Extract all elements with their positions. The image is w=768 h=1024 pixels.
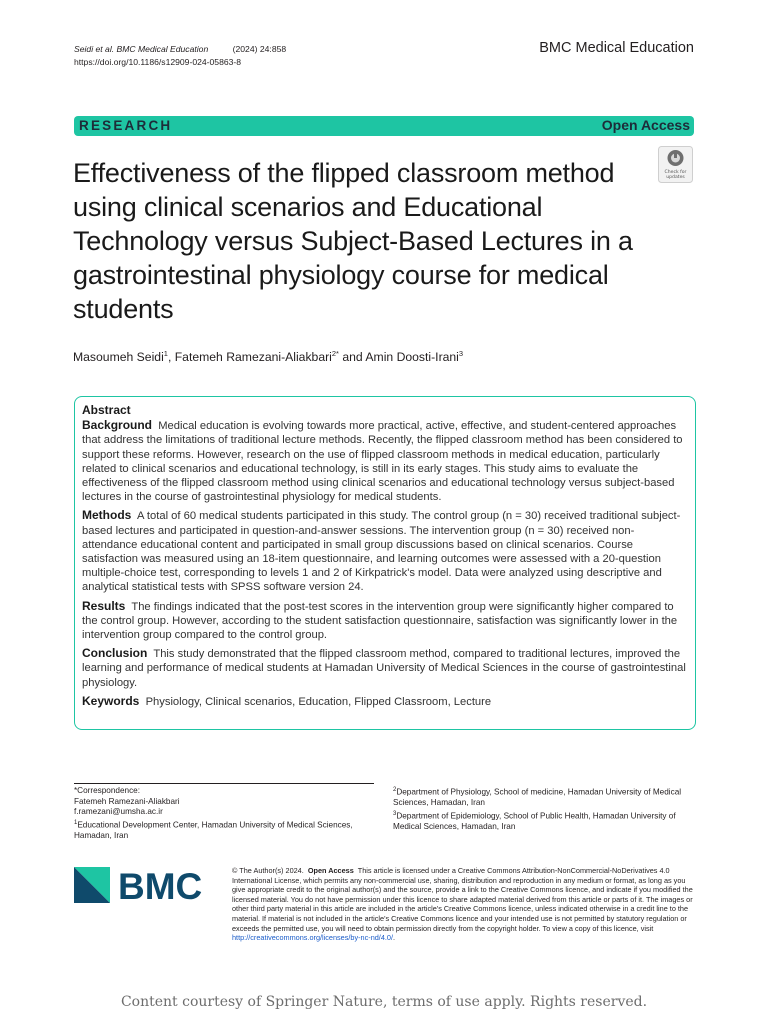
license-link[interactable]: http://creativecommons.org/licenses/by-nc-nd/4.0/: [232, 933, 394, 943]
affiliation-text: Department of Epidemiology, School of Public Health, Hamadan University of Medical Sciences, Hamadan, Iran: [393, 811, 676, 832]
page-footer: Content courtesy of Springer Nature, terms of use apply. Rights reserved.: [120, 994, 648, 1010]
affiliation-text: Educational Development Center, Hamadan University of Medical Sciences, Hamadan, Iran: [74, 820, 353, 841]
abstract-background: [82, 418, 688, 504]
author-name[interactable]: Amin Doosti-Irani: [365, 350, 459, 365]
author-list: [73, 349, 463, 364]
conclusion-text: This study demonstrated that the flipped classroom method, compared to traditional lectures, improved the learning and performance of medical students at Hamadan University of Medical Sciences in the course of gastrointestinal physiology.: [82, 648, 686, 689]
footnote-divider: [74, 783, 374, 784]
results-text: The findings indicated that the post-test scores in the intervention group were significantly higher compared to the control group. However, according to the student satisfaction questionnaire, satisfaction was significantly lower in the intervention group compared to the control group.: [82, 600, 678, 642]
doi-link[interactable]: https://doi.org/10.1186/s12909-024-05863-8: [74, 57, 242, 67]
article-title: [73, 156, 653, 326]
check-for-updates-line2: updates: [666, 175, 685, 180]
author-name[interactable]: Fatemeh Ramezani-Aliakbari: [174, 350, 332, 365]
bmc-logo-text: BMC: [118, 866, 203, 905]
conclusion-label: Conclusion: [82, 646, 148, 661]
affiliation-number: 2: [393, 787, 397, 793]
title-line: using clinical scenarios and Educational: [73, 192, 543, 222]
correspondence-name: Fatemeh Ramezani-Aliakbari: [74, 796, 180, 806]
open-access-label: Open Access: [601, 117, 690, 133]
license-text: This article is licensed under a Creative Commons Attribution-NonCommercial-NoDerivatives 4.0 International License, which permits any non-commercial use, sharing, distribution and reproduction in any medium or format, as long as you give appropriate credit to the original author(s) and the source, provide a link to the Creative Commons licence, and indicate if you modified the licensed material. You do not have permission under this licence to share adapted material derived from this article or parts of it. The images or other third party material in this article are included in the article's Creative Commons licence, unless indicated otherwise in a credit line to the material. If material is not included in the article's Creative Commons licence and your intended use is not permitted by statutory regulation or exceeds the permitted use, you will need to obtain permission directly from the copyright holder. To view a copy of this licence, visit: [232, 866, 693, 933]
citation-header: [74, 43, 286, 69]
abstract-methods: [82, 508, 688, 594]
methods-label: Methods: [82, 508, 132, 523]
journal-name: BMC Medical Education: [539, 40, 694, 56]
section-label: RESEARCH: [79, 118, 173, 133]
citation-journal: BMC Medical Education: [116, 44, 209, 54]
abstract-heading: Abstract: [82, 403, 131, 417]
correspondence-label: *Correspondence:: [74, 786, 140, 795]
license-statement: [232, 866, 694, 943]
bmc-logo: [74, 865, 214, 905]
affiliation-footnotes: [393, 785, 693, 833]
author-affiliation-mark: 1: [163, 349, 168, 358]
author-affiliation-mark: 2*: [331, 349, 339, 358]
abstract-box: [74, 396, 696, 730]
license-open-access: Open Access: [307, 866, 354, 875]
affiliation-2: [393, 785, 693, 809]
title-line: gastrointestinal physiology course for medical: [73, 260, 609, 290]
correspondence-email[interactable]: f.ramezani@umsha.ac.ir: [74, 807, 163, 817]
check-for-updates-line1: Check for: [664, 170, 687, 175]
correspondence-footnote: [74, 786, 374, 842]
title-line: Technology versus Subject-Based Lectures in a: [73, 226, 633, 256]
title-line: students: [73, 294, 174, 324]
check-for-updates-icon: [658, 146, 693, 183]
citation-year-page: (2024) 24:858: [232, 44, 287, 54]
author-name[interactable]: Masoumeh Seidi: [73, 350, 164, 365]
author-affiliation-mark: 3: [458, 349, 464, 358]
author-separator: and: [338, 350, 366, 365]
abstract-conclusion: [82, 646, 688, 690]
check-for-updates-badge[interactable]: [658, 146, 693, 183]
keywords-label: Keywords: [82, 693, 140, 708]
affiliation-text: Department of Physiology, School of medicine, Hamadan University of Medical Sciences, Hamadan, Iran: [393, 787, 682, 808]
affiliation-number: 3: [393, 810, 397, 817]
affiliation-1: [74, 818, 374, 842]
license-copyright: © The Author(s) 2024.: [232, 866, 304, 875]
methods-text: A total of 60 medical students participated in this study. The control group (n = 30) received traditional subject-based lectures and participated in question-and-answer sessions. The intervention group (n = 30) received non-attendance educational content and participated in small group discussions based on clinical scenarios. Course satisfaction was measured using an 18-item questionnaire, and learning outcomes were assessed with a 20-question multiple-choice test, corresponding to levels 1 and 2 of Kirkpatrick's model. Data were analyzed using descriptive and analytical statistical tests with SPSS software version 24.: [82, 510, 681, 594]
affiliation-3: [393, 809, 693, 833]
keywords-text: Physiology, Clinical scenarios, Education, Flipped Classroom, Lecture: [145, 695, 492, 708]
title-line: Effectiveness of the flipped classroom method: [73, 158, 615, 188]
abstract-results: [82, 599, 688, 643]
affiliation-number: 1: [74, 819, 78, 826]
abstract-keywords: [82, 694, 688, 709]
bmc-logo-graphic: [74, 865, 214, 905]
author-separator: ,: [167, 350, 175, 365]
background-label: Background: [82, 418, 153, 433]
citation-line: [74, 43, 286, 56]
license-end: .: [393, 933, 396, 943]
section-banner: [74, 116, 694, 136]
background-text: Medical education is evolving towards more practical, active, effective, and student-centered approaches that address the limitations of traditional lecture methods. Recently, the flipped classroom method has been considered to support these reforms. However, research on the use of flipped classroom methods in medical education, particularly related to clinical scenarios and educational technology, is still in its early stages. This study aims to evaluate the effectiveness of the flipped classroom method using clinical scenarios and educational technology versus subject-based lectures in the course of gastrointestinal physiology for medical students.: [82, 420, 683, 504]
results-label: Results: [82, 598, 126, 613]
citation-authors: Seidi et al.: [74, 44, 115, 54]
